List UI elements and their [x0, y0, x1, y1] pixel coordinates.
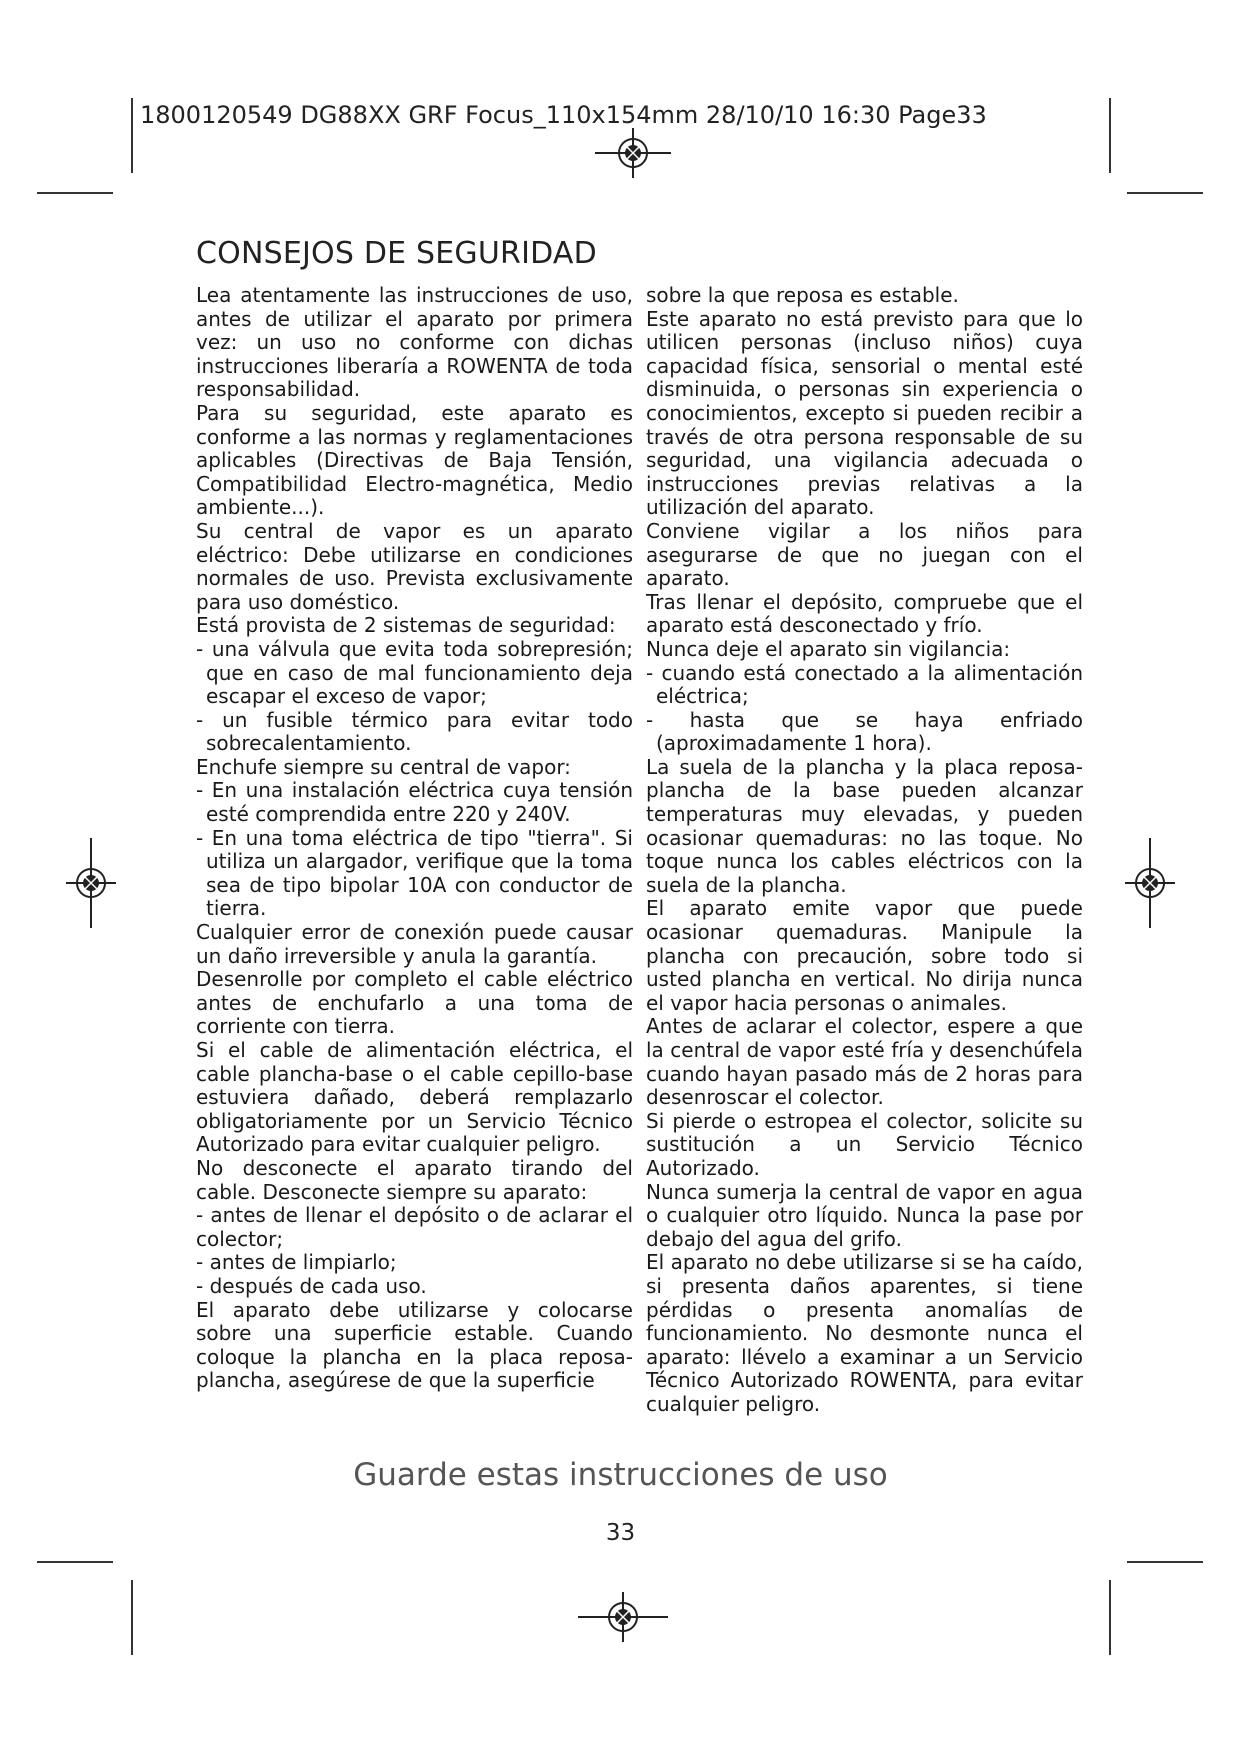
paragraph: Desenrolle por completo el cable eléctrico antes de enchufarlo a una toma de corriente con tierra.: [196, 967, 633, 1039]
paragraph: Nunca sumerja la central de vapor en agua o cualquier otro líquido. Nunca la pase por debajo del agua del grifo.: [646, 1179, 1083, 1251]
registration-mark-left-icon: [66, 838, 116, 928]
list-item: - hasta que se haya enfriado (aproximadamente 1 hora).: [646, 707, 1083, 756]
paragraph: Para su seguridad, este aparato es conforme a las normas y reglamentaciones aplicables (Directivas de Baja Tensión, Compatibilidad Electro-magnética, Medio ambiente...).: [196, 400, 633, 520]
registration-mark-bottom-icon: [578, 1592, 668, 1642]
crop-mark-top-right-vertical: [1109, 98, 1111, 173]
left-column: [196, 284, 633, 1393]
crop-mark-top-right-horizontal: [1127, 192, 1203, 194]
list-item: - cuando está conectado a la alimentación eléctrica;: [646, 660, 1083, 709]
registration-mark-right-icon: [1125, 838, 1175, 928]
paragraph: Si pierde o estropea el colector, solicite su sustitución a un Servicio Técnico Autorizado.: [646, 1108, 1083, 1180]
paragraph: No desconecte el aparato tirando del cable. Desconecte siempre su aparato:: [196, 1155, 633, 1204]
paragraph: Nunca deje el aparato sin vigilancia:: [646, 636, 1011, 661]
paragraph: Su central de vapor es un aparato eléctrico: Debe utilizarse en condiciones normales de uso. Prevista exclusivamente para uso doméstico.: [196, 518, 633, 614]
paragraph: Este aparato no está previsto para que lo utilicen personas (incluso niños) cuya capacidad física, sensorial o mental esté disminuida, o personas sin experiencia o conocimientos, excepto si pueden recibir a través de otra persona responsable de su seguridad, una vigilancia adecuada o instrucciones previas relativas a la utilización del aparato.: [646, 306, 1083, 520]
list-item: - En una toma eléctrica de tipo "tierra". Si utiliza un alargador, verifique que la toma sea de tipo bipolar 10A con conductor de tierra.: [196, 825, 633, 921]
list-item: - En una instalación eléctrica cuya tensión esté comprendida entre 220 y 240V.: [196, 778, 633, 827]
paragraph: sobre la que reposa es estable.: [646, 283, 959, 307]
crop-mark-bottom-left-horizontal: [37, 1561, 113, 1563]
right-column: [646, 284, 1083, 1417]
paragraph: Si el cable de alimentación eléctrica, el cable plancha-base o el cable cepillo-base estuviera dañado, deberá remplazarlo obligatoriamente por un Servicio Técnico Autorizado para evitar cualquier peligro.: [196, 1038, 633, 1157]
paragraph: Enchufe siempre su central de vapor:: [196, 754, 571, 779]
paragraph: Cualquier error de conexión puede causar un daño irreversible y anula la garantía.: [196, 920, 633, 968]
crop-mark-bottom-left-vertical: [131, 1580, 133, 1655]
page-title: CONSEJOS DE SEGURIDAD: [196, 236, 597, 271]
paragraph: Conviene vigilar a los niños para asegurarse de que no juegan con el aparato.: [646, 518, 1083, 591]
footer-note: Guarde estas instrucciones de uso: [353, 1457, 888, 1493]
crop-mark-bottom-right-horizontal: [1127, 1561, 1203, 1563]
print-slug: 1800120549 DG88XX GRF Focus_110x154mm 28/10/10 16:30 Page33: [140, 101, 987, 129]
list-item: - una válvula que evita toda sobrepresión; que en caso de mal funcionamiento deja escapar el exceso de vapor;: [196, 636, 633, 709]
registration-mark-top-icon: [595, 128, 671, 178]
paragraph: El aparato emite vapor que puede ocasionar quemaduras. Manipule la plancha con precaución, sobre todo si usted plancha en vertical. No dirija nunca el vapor hacia personas o animales.: [646, 896, 1083, 1015]
paragraph: - después de cada uso.: [196, 1273, 427, 1298]
paragraph: El aparato debe utilizarse y colocarse sobre una superficie estable. Cuando coloque la plancha en la placa reposa-plancha, asegúrese de que la superficie: [196, 1297, 633, 1393]
paragraph: Antes de aclarar el colector, espere a que la central de vapor esté fría y desenchúfela cuando hayan pasado más de 2 horas para desenroscar el colector.: [646, 1014, 1083, 1110]
paragraph: El aparato no debe utilizarse si se ha caído, si presenta daños aparentes, si tiene pérdidas o presenta anomalías de funcionamiento. No desmonte nunca el aparato: llévelo a examinar a un Servicio Técnico Autorizado ROWENTA, para evitar cualquier peligro.: [646, 1250, 1083, 1416]
page-number: 33: [605, 1520, 636, 1546]
paragraph: Lea atentamente las instrucciones de uso, antes de utilizar el aparato por primera vez: un uso no conforme con dichas instrucciones liberaría a ROWENTA de toda responsabilidad.: [196, 283, 633, 402]
crop-mark-top-left-horizontal: [37, 192, 113, 194]
paragraph: Está provista de 2 sistemas de seguridad:: [196, 613, 616, 638]
paragraph: - antes de limpiarlo;: [196, 1250, 397, 1275]
crop-mark-bottom-right-vertical: [1109, 1580, 1111, 1655]
crop-mark-top-left-vertical: [131, 98, 133, 173]
paragraph: - antes de llenar el depósito o de aclarar el colector;: [196, 1203, 633, 1251]
paragraph: La suela de la plancha y la placa reposa-plancha de la base pueden alcanzar temperaturas muy elevadas, y pueden ocasionar quemaduras: no las toque. No toque nunca los cables eléctricos con la suela de la plancha.: [646, 754, 1083, 897]
list-item: - un fusible térmico para evitar todo sobrecalentamiento.: [196, 707, 633, 756]
paragraph: Tras llenar el depósito, compruebe que el aparato está desconectado y frío.: [646, 589, 1083, 638]
